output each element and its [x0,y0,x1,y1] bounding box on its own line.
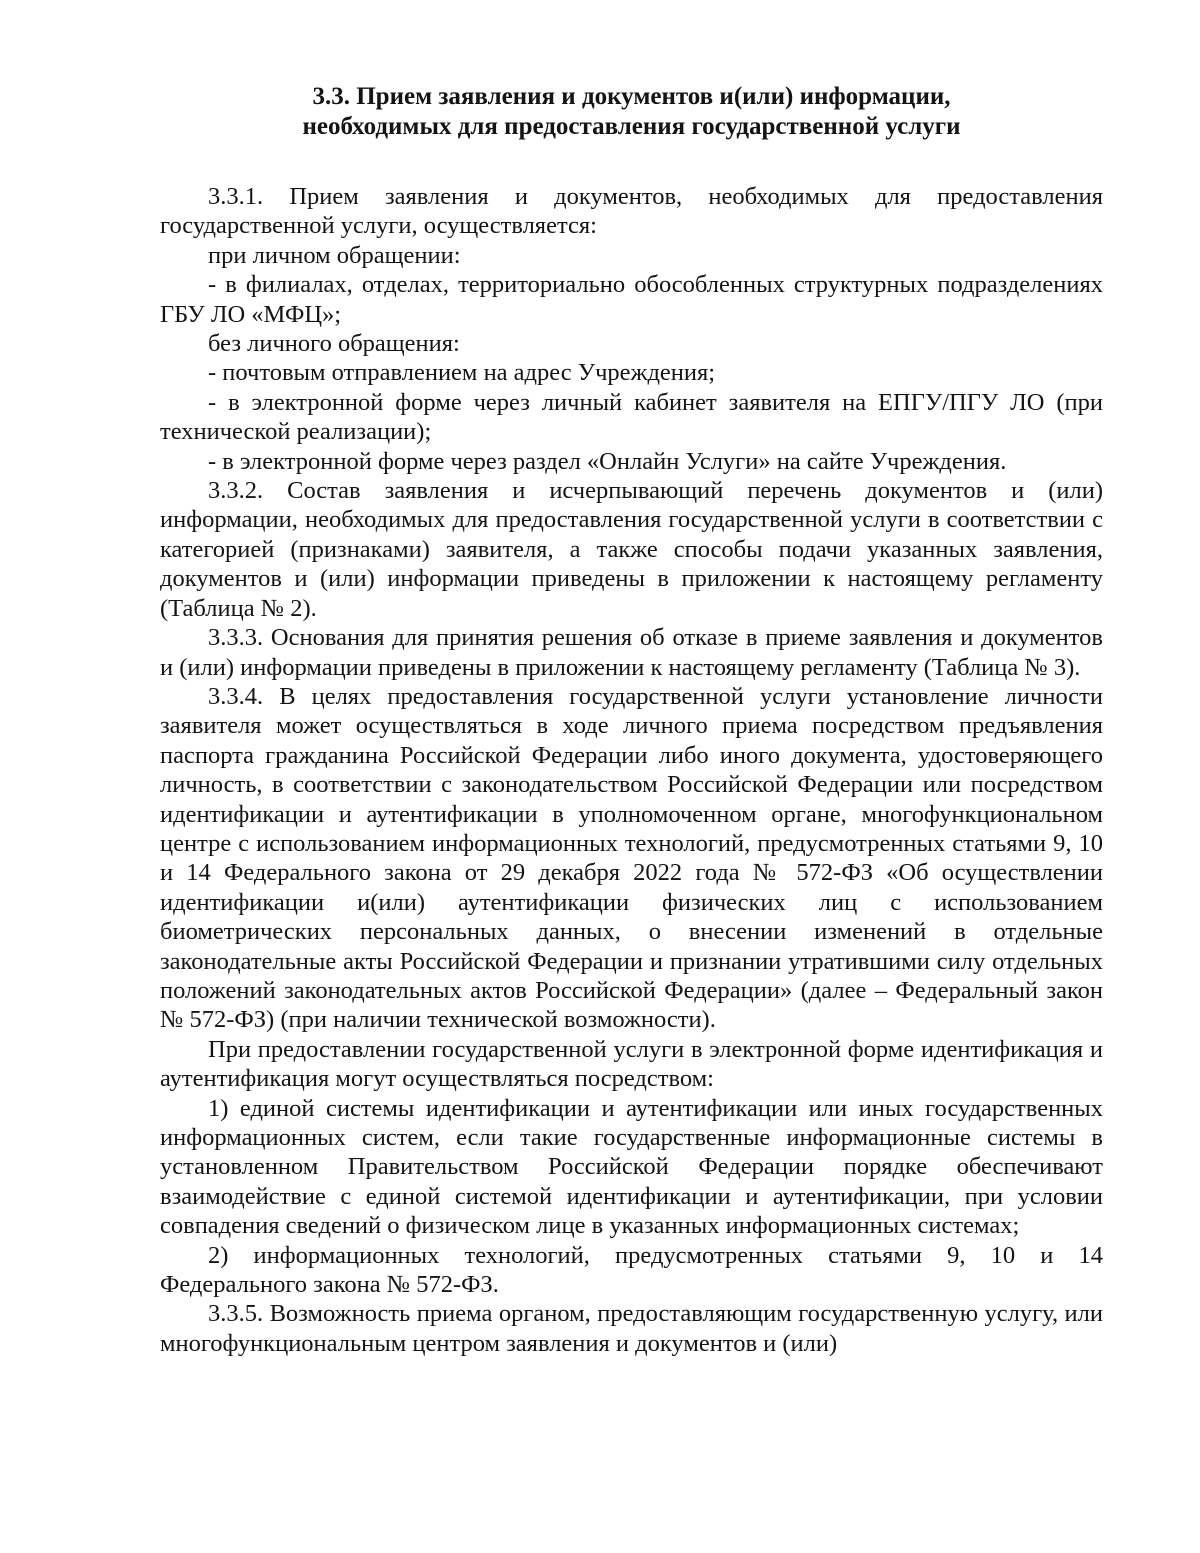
document-body [160,182,1103,1358]
paragraph-3-3-3: 3.3.3. Основания для принятия решения об отказе в приеме заявления и документов и (или) информации приведены в приложении к настоящему регламенту (Таблица № 3). [160,624,1103,681]
section-heading-line-2: необходимых для предоставления государственной услуги [302,113,961,140]
paragraph-epgu: - в электронной форме через личный кабинет заявителя на ЕПГУ/ПГУ ЛО (при технической реализации); [160,388,1103,446]
paragraph-postal: - почтовым отправлением на адрес Учреждения; [208,359,716,387]
paragraph-3-3-4: 3.3.4. В целях предоставления государственной услуги установление личности заявителя может осуществляться в ходе личного приема посредством предъявления паспорта гражданина Российской Федерации либо иного документа, удостоверяющего личность, в соответствии с законодательством Российской Федерации или посредством идентификации и аутентификации в уполномоченном органе, многофункциональном центре с использованием информационных технологий, предусмотренных статьями 9, 10 и 14 Федерального закона от 29 декабря 2022 года № 572-ФЗ «Об осуществлении идентификации и(или) аутентификации физических лиц с использованием биометрических персональных данных, о внесении изменений в отдельные законодательные акты Российской Федерации и признании утратившими силу отдельных положений законодательных актов Российской Федерации» (далее – Федеральный закон № 572-ФЗ) (при наличии технической возможности). [160,682,1103,1034]
paragraph-electronic-identification: При предоставлении государственной услуги в электронной форме идентификация и аутентификация могут осуществляться посредством: [160,1035,1103,1093]
paragraph-3-3-5: 3.3.5. Возможность приема органом, предоставляющим государственную услугу, или многофункциональным центром заявления и документов и (или) [160,1300,1103,1357]
paragraph-without-visit: без личного обращения: [208,330,460,358]
section-heading [160,82,1103,142]
paragraph-item-1: 1) единой системы идентификации и аутентификации или иных государственных информационных систем, если такие государственные информационные системы в установленном Правительством Российской Федерации порядке обеспечивают взаимодействие с единой системой идентификации и аутентификации, при условии совпадения сведений о физическом лице в указанных информационных системах; [160,1094,1103,1240]
document-page [160,82,1103,1358]
paragraph-item-2: 2) информационных технологий, предусмотренных статьями 9, 10 и 14 Федерального закона № 572-ФЗ. [160,1241,1103,1299]
paragraph-3-3-2: 3.3.2. Состав заявления и исчерпывающий перечень документов и (или) информации, необходимых для предоставления государственной услуги в соответствии с категорией (признаками) заявителя, а также способы подачи указанных заявления, документов и (или) информации приведены в приложении к настоящему регламенту (Таблица № 2). [160,477,1103,622]
paragraph-personal-visit: при личном обращении: [208,241,461,269]
section-heading-line-1: 3.3. Прием заявления и документов и(или) информации, [312,83,951,110]
paragraph-mfc-branches: - в филиалах, отделах, территориально обособленных структурных подразделениях ГБУ ЛО «МФЦ»; [160,271,1103,328]
paragraph-3-3-1: 3.3.1. Прием заявления и документов, необходимых для предоставления государственной услуги, осуществляется: [160,183,1103,240]
paragraph-online-services: - в электронной форме через раздел «Онлайн Услуги» на сайте Учреждения. [208,447,1007,475]
